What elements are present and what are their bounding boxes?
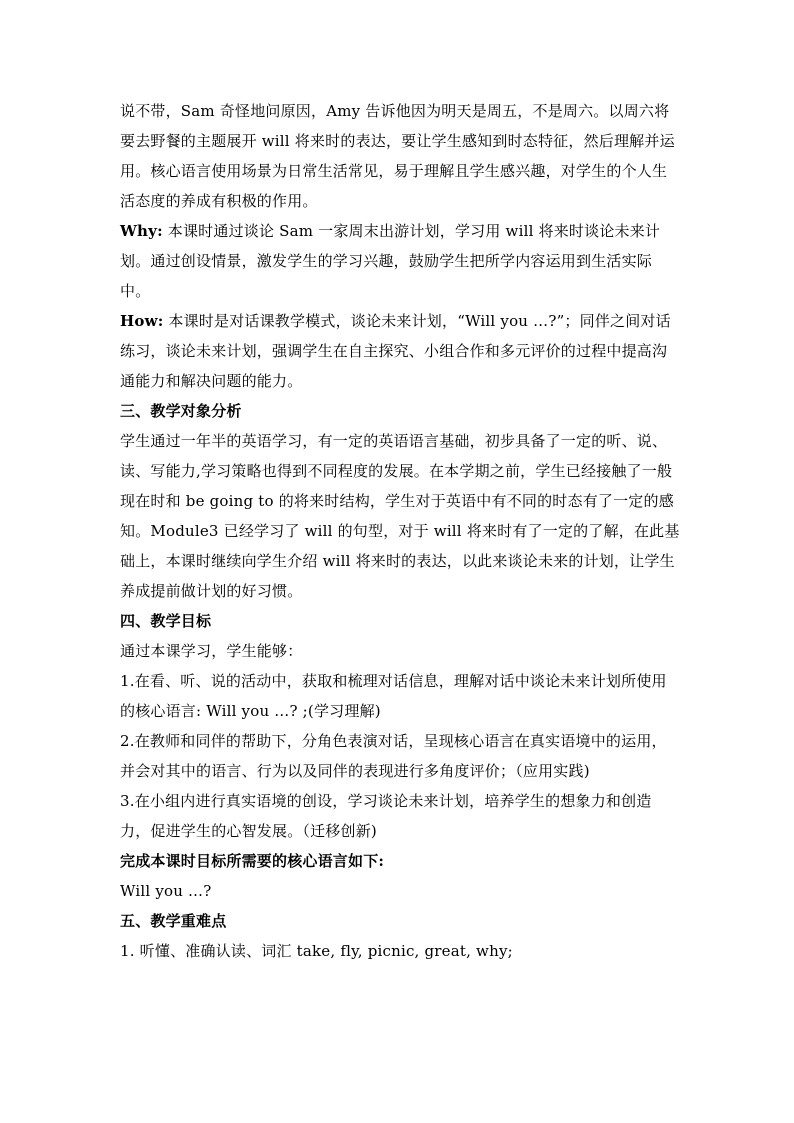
section-5-heading: 五、教学重难点 [120, 912, 227, 930]
how-paragraph [120, 306, 680, 396]
intro-paragraph: 说不带，Sam 奇怪地问原因，Amy 告诉他因为明天是周五，不是周六。以周六将要去野餐的主题展开 will 将来时的表达，要让学生感知到时态特征，然后理解并运用。核心语言使用场景为日常生活常见，易于理解且学生感兴趣，对学生的个人生活态度的养成有积极的作用。 [120, 102, 675, 210]
goal-3: 3.在小组内进行真实语境的创设，学习谈论未来计划，培养学生的想象力和创造力，促进学生的心智发展。（迁移创新) [120, 792, 652, 840]
why-paragraph [120, 216, 680, 306]
key-point-1: 1. 听懂、准确认读、词汇 take, fly, picnic, great, why; [120, 942, 513, 960]
how-text: 本课时是对话课教学模式，谈论未来计划，“Will you …?”；同伴之间对话练习，谈论未来计划，强调学生在自主探究、小组合作和多元评价的过程中提高沟通能力和解决问题的能力。 [120, 312, 671, 390]
section-3-heading: 三、教学对象分析 [120, 402, 242, 420]
goal-1: 1.在看、听、说的活动中，获取和梳理对话信息，理解对话中谈论未来计划所使用的核心语言: Will you …? ;(学习理解) [120, 672, 667, 720]
section-4-heading: 四、教学目标 [120, 612, 212, 630]
core-language-heading: 完成本课时目标所需要的核心语言如下: [120, 852, 385, 870]
document-body [120, 96, 680, 966]
section-3-text: 学生通过一年半的英语学习，有一定的英语语言基础，初步具备了一定的听、说、读、写能力,学习策略也得到不同程度的发展。在本学期之前，学生已经接触了一般现在时和 be going to 的将来时结构，学生对于英语中有不同的时态有了一定的感知。Module3 已经学习了 will 的句型，对于 will 将来时有了一定的了解，在此基础上，本课时继续向学生介绍 will 将来时的表达，以此来谈论未来的计划，让学生养成提前做计划的好习惯。 [120, 432, 680, 600]
core-language: Will you …? [120, 882, 212, 900]
why-label: Why: [120, 222, 163, 240]
how-label: How: [120, 312, 164, 330]
why-text: 本课时通过谈论 Sam 一家周末出游计划，学习用 will 将来时谈论未来计划。通过创设情景，激发学生的学习兴趣，鼓励学生把所学内容运用到生活实际中。 [120, 222, 661, 300]
goals-intro: 通过本课学习，学生能够： [120, 642, 303, 660]
goal-2: 2.在教师和同伴的帮助下，分角色表演对话，呈现核心语言在真实语境中的运用，并会对其中的语言、行为以及同伴的表现进行多角度评价；（应用实践) [120, 732, 667, 780]
